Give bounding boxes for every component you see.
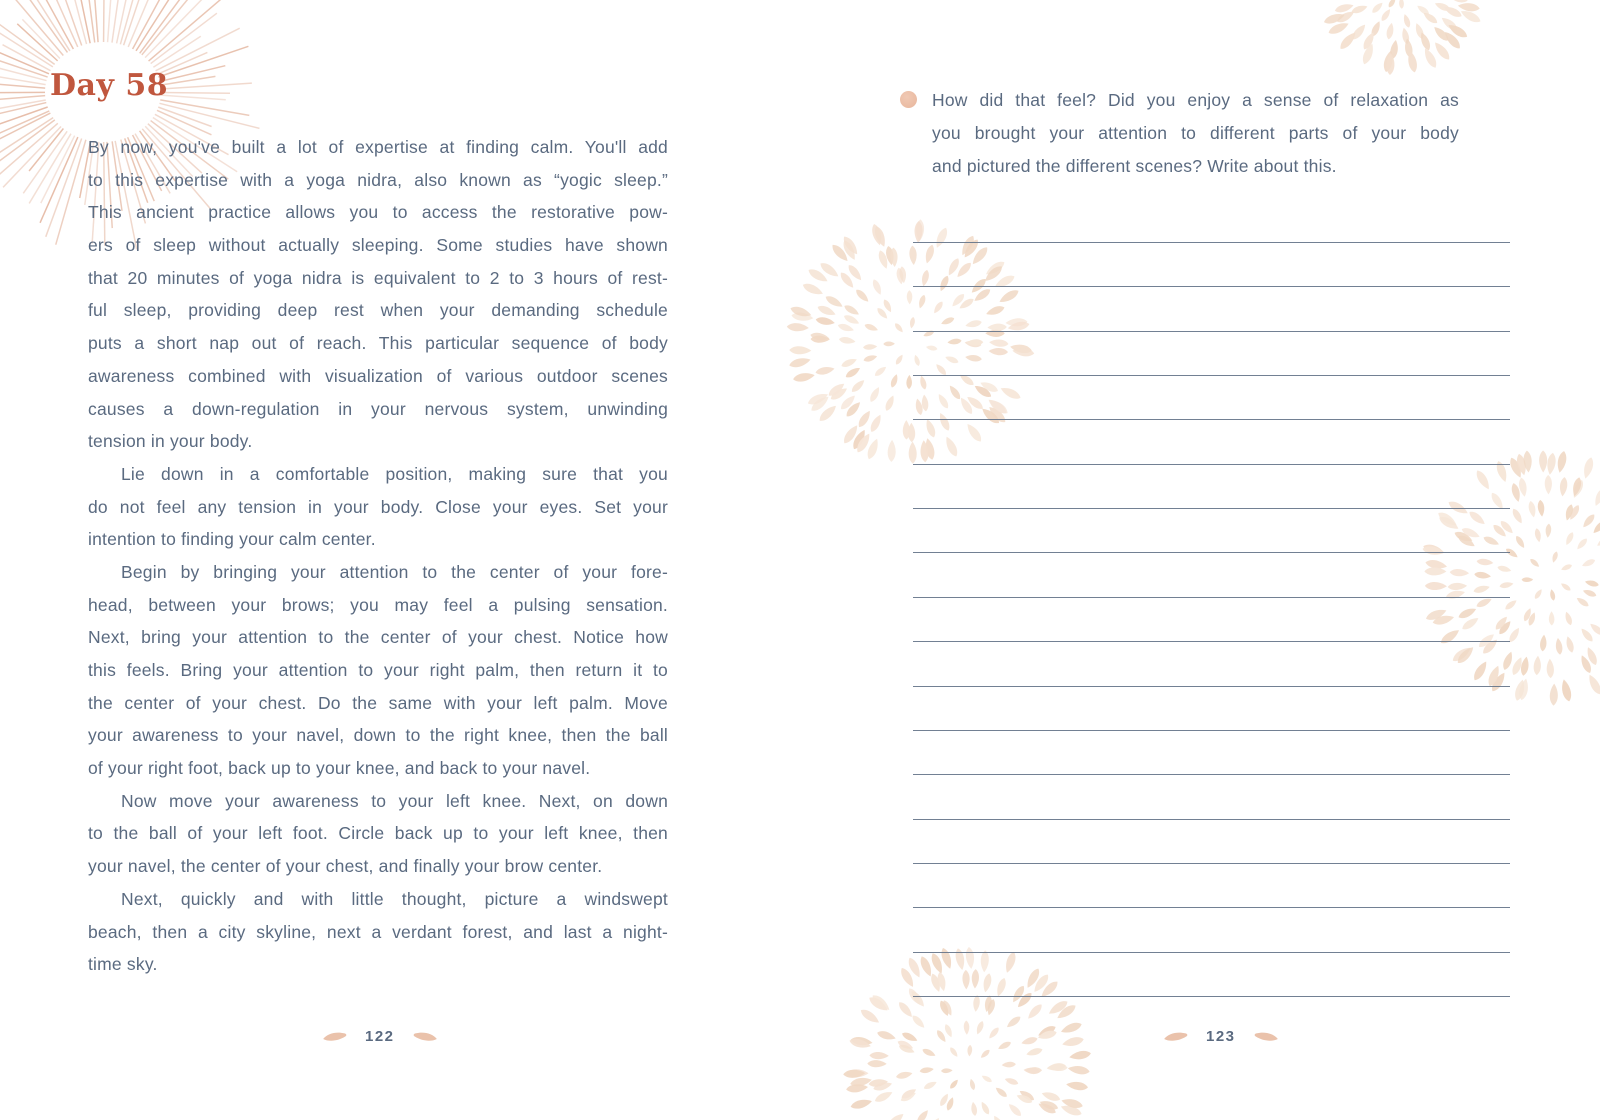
leaf-icon [322, 1031, 348, 1043]
leaf-icon [1253, 1031, 1279, 1043]
body-text-line: tension in your body. [88, 431, 253, 452]
page-title: Day 58 [50, 68, 169, 103]
body-text-line: of your right foot, back up to your knee, and back to your navel. [88, 758, 591, 779]
body-text-line: head, between your brows; you may feel a pulsing sensation. [88, 594, 668, 615]
body-text-line: By now, you've built a lot of expertise at finding calm. You'll add [88, 137, 668, 157]
body-text-line: this feels. Bring your attention to your right palm, then return it to [88, 660, 668, 680]
writing-line [913, 774, 1510, 775]
right-page-footer [1163, 1028, 1279, 1045]
body-text-line: Begin by bringing your attention to the center of your fore- [121, 561, 668, 582]
writing-line [913, 286, 1510, 287]
writing-line [913, 641, 1510, 642]
writing-line [913, 552, 1510, 553]
writing-line [913, 242, 1510, 243]
writing-line [913, 597, 1510, 598]
page-number: 123 [1206, 1028, 1236, 1045]
writing-line [913, 863, 1510, 864]
body-text-line: time sky. [88, 954, 158, 975]
leaf-icon [412, 1031, 438, 1043]
body-text-line: ful sleep, providing deep rest when your demanding schedule [88, 300, 668, 321]
body-text-line: the center of your chest. Do the same with your left palm. Move [88, 692, 668, 713]
writing-line [913, 508, 1510, 509]
writing-line [913, 686, 1510, 687]
prompt-line: How did that feel? Did you enjoy a sense of relaxation as [932, 90, 1459, 110]
writing-line [913, 419, 1510, 420]
prompt-line: you brought your attention to different parts of your body [932, 123, 1459, 143]
writing-line [913, 464, 1510, 465]
journal-prompt [932, 84, 1459, 183]
writing-line [913, 730, 1510, 731]
page-number: 122 [365, 1028, 395, 1045]
left-page-footer [322, 1028, 438, 1045]
body-text-line: Next, bring your attention to the center of your chest. Notice how [88, 627, 668, 648]
body-text-line: to this expertise with a yoga nidra, also known as “yogic sleep.” [88, 169, 668, 190]
bullet-icon [900, 91, 917, 108]
body-text-line: ers of sleep without actually sleeping. Some studies have shown [88, 235, 668, 256]
writing-line [913, 375, 1510, 376]
body-text-line: beach, then a city skyline, next a verdant forest, and last a night- [88, 921, 668, 942]
body-text-line: your awareness to your navel, down to the right knee, then the ball [88, 725, 668, 746]
writing-line [913, 907, 1510, 908]
body-text-line: This ancient practice allows you to access the restorative pow- [88, 202, 668, 223]
writing-line [913, 331, 1510, 332]
body-text-line: Now move your awareness to your left knee. Next, on down [121, 790, 668, 811]
body-text-line: Next, quickly and with little thought, picture a windswept [121, 888, 668, 909]
body-text-line: Lie down in a comfortable position, making sure that you [121, 463, 668, 484]
body-text-line: causes a down-regulation in your nervous system, unwinding [88, 398, 668, 419]
body-text-line: intention to finding your calm center. [88, 529, 376, 550]
writing-line [913, 952, 1510, 953]
body-text-line: do not feel any tension in your body. Close your eyes. Set your [88, 496, 668, 517]
prompt-line: and pictured the different scenes? Write about this. [932, 156, 1337, 176]
writing-line [913, 819, 1510, 820]
body-text [88, 131, 668, 981]
leaf-icon [1163, 1031, 1189, 1043]
body-text-line: puts a short nap out of reach. This particular sequence of body [88, 333, 668, 354]
body-text-line: awareness combined with visualization of various outdoor scenes [88, 365, 668, 386]
writing-line [913, 996, 1510, 997]
body-text-line: that 20 minutes of yoga nidra is equivalent to 2 to 3 hours of rest- [88, 267, 668, 288]
body-text-line: your navel, the center of your chest, and finally your brow center. [88, 856, 603, 877]
body-text-line: to the ball of your left foot. Circle back up to your left knee, then [88, 823, 668, 844]
